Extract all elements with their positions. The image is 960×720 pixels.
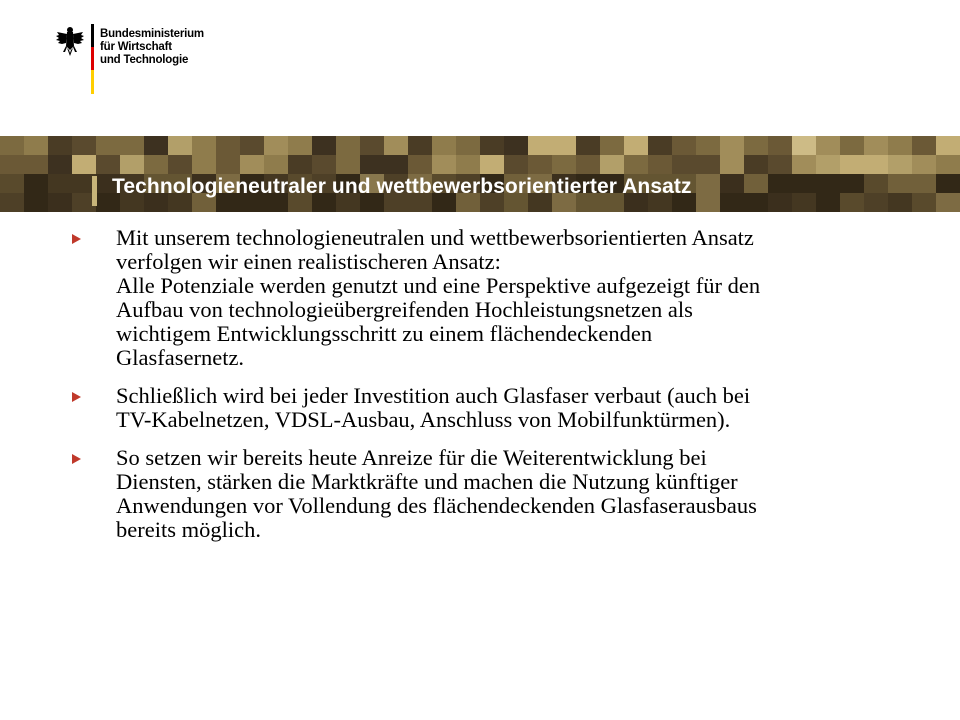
mosaic-tile xyxy=(936,136,960,156)
mosaic-tile xyxy=(288,155,313,175)
bullet-text-line: TV-Kabelnetzen, VDSL-Ausbau, Anschluss von Mobilfunktürmen). xyxy=(116,407,731,432)
triangle-bullet-icon xyxy=(72,234,81,244)
mosaic-tile xyxy=(840,155,865,175)
mosaic-tile xyxy=(312,155,337,175)
bullet-list xyxy=(72,226,932,556)
mosaic-tile xyxy=(816,155,841,175)
mosaic-tile xyxy=(144,155,169,175)
mosaic-tile xyxy=(48,155,73,175)
mosaic-tile xyxy=(264,136,289,156)
mosaic-tile xyxy=(912,136,937,156)
bullet-text-line: wichtigem Entwicklungsschritt zu einem flächendeckenden xyxy=(116,321,653,346)
ministry-name-line: für Wirtschaft xyxy=(100,41,172,53)
mosaic-tile xyxy=(888,136,913,156)
mosaic-tile xyxy=(96,136,121,156)
mosaic-tile xyxy=(744,155,769,175)
mosaic-tile xyxy=(432,155,457,175)
ministry-name-line: und Technologie xyxy=(100,54,189,66)
mosaic-background xyxy=(0,136,960,212)
triangle-bullet-icon xyxy=(72,392,81,402)
bullet-text-line: Glasfasernetz. xyxy=(116,345,245,370)
mosaic-tile xyxy=(744,136,769,156)
mosaic-tile xyxy=(192,155,217,175)
mosaic-tile xyxy=(24,136,49,156)
mosaic-tile xyxy=(864,136,889,156)
slide-title: Technologieneutraler und wettbewerbsorientierter Ansatz xyxy=(112,175,692,198)
bullet-text-line: verfolgen wir einen realistischeren Ansatz: xyxy=(116,249,501,274)
bullet-text-line: Aufbau von technologieübergreifenden Hochleistungsnetzen als xyxy=(116,297,693,322)
mosaic-tile xyxy=(576,136,601,156)
mosaic-tile xyxy=(528,155,553,175)
mosaic-tile xyxy=(480,136,505,156)
mosaic-tile xyxy=(432,136,457,156)
mosaic-tile xyxy=(384,155,409,175)
mosaic-tile xyxy=(792,136,817,156)
mosaic-tile xyxy=(120,155,145,175)
mosaic-tile xyxy=(408,136,433,156)
bullet-text-line: Schließlich wird bei jeder Investition auch Glasfaser verbaut (auch bei xyxy=(116,383,751,408)
bullet-text-line: bereits möglich. xyxy=(116,517,261,542)
bullet-item xyxy=(72,384,932,432)
mosaic-tile xyxy=(312,136,337,156)
mosaic-tile xyxy=(24,155,49,175)
german-flag-stripe xyxy=(91,24,94,94)
mosaic-tile xyxy=(408,155,433,175)
mosaic-tile xyxy=(648,136,673,156)
mosaic-tile xyxy=(576,155,601,175)
mosaic-tile xyxy=(48,136,73,156)
mosaic-tile xyxy=(240,136,265,156)
mosaic-tile xyxy=(768,136,793,156)
mosaic-tile xyxy=(768,155,793,175)
mosaic-tile xyxy=(480,155,505,175)
mosaic-tile xyxy=(192,136,217,156)
mosaic-tile xyxy=(552,136,577,156)
mosaic-tile xyxy=(816,136,841,156)
mosaic-tile xyxy=(0,136,25,156)
mosaic-tile xyxy=(528,136,553,156)
ministry-name-line: Bundesministerium xyxy=(100,28,204,40)
mosaic-tile xyxy=(936,155,960,175)
mosaic-tile xyxy=(288,136,313,156)
mosaic-tile xyxy=(216,136,241,156)
mosaic-tile xyxy=(672,136,697,156)
mosaic-tile xyxy=(336,136,361,156)
mosaic-tile xyxy=(672,155,697,175)
mosaic-tile xyxy=(240,155,265,175)
mosaic-tile xyxy=(144,136,169,156)
mosaic-tile xyxy=(504,136,529,156)
ministry-logo xyxy=(55,24,255,96)
mosaic-tile xyxy=(792,155,817,175)
mosaic-tile xyxy=(168,155,193,175)
mosaic-tile xyxy=(696,155,721,175)
triangle-bullet-icon xyxy=(72,454,81,464)
mosaic-tile xyxy=(720,155,745,175)
mosaic-tile xyxy=(0,155,25,175)
federal-eagle-icon xyxy=(55,26,85,60)
mosaic-tile xyxy=(72,136,97,156)
mosaic-tile xyxy=(456,136,481,156)
mosaic-tile xyxy=(624,155,649,175)
mosaic-tile xyxy=(912,155,937,175)
mosaic-tile xyxy=(336,155,361,175)
mosaic-tile xyxy=(504,155,529,175)
bullet-text-line: Alle Potenziale werden genutzt und eine Perspektive aufgezeigt für den xyxy=(116,273,761,298)
bullet-text-line: Anwendungen vor Vollendung des flächendeckenden Glasfaserausbaus xyxy=(116,493,757,518)
mosaic-tile xyxy=(216,155,241,175)
bullet-text-line: Diensten, stärken die Marktkräfte und machen die Nutzung künftiger xyxy=(116,469,738,494)
mosaic-tile xyxy=(120,136,145,156)
bullet-item xyxy=(72,226,932,370)
mosaic-tile xyxy=(360,155,385,175)
mosaic-tile xyxy=(696,136,721,156)
mosaic-tile xyxy=(600,136,625,156)
mosaic-tile xyxy=(888,155,913,175)
mosaic-tile xyxy=(72,155,97,175)
mosaic-tile xyxy=(840,136,865,156)
ministry-name xyxy=(100,28,204,67)
mosaic-tile xyxy=(552,155,577,175)
title-banner xyxy=(0,136,960,212)
bullet-text-line: Mit unserem technologieneutralen und wettbewerbsorientierten Ansatz xyxy=(116,225,754,250)
mosaic-tile xyxy=(600,155,625,175)
mosaic-tile xyxy=(384,136,409,156)
mosaic-tile xyxy=(720,136,745,156)
mosaic-tile xyxy=(456,155,481,175)
bullet-text-line: So setzen wir bereits heute Anreize für die Weiterentwicklung bei xyxy=(116,445,707,470)
mosaic-tile xyxy=(648,155,673,175)
title-accent-bar xyxy=(92,176,97,206)
mosaic-tile xyxy=(96,155,121,175)
mosaic-tile xyxy=(264,155,289,175)
mosaic-tile xyxy=(624,136,649,156)
mosaic-tile xyxy=(360,136,385,156)
bullet-item xyxy=(72,446,932,542)
mosaic-tile xyxy=(864,155,889,175)
mosaic-tile xyxy=(168,136,193,156)
